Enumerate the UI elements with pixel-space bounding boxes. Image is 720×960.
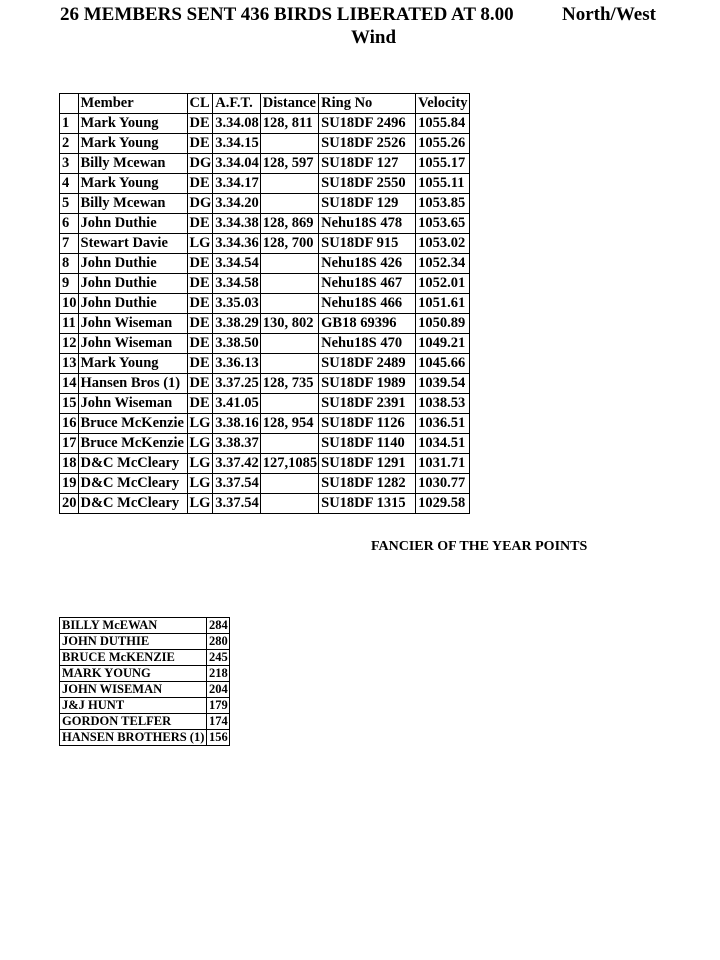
cell-cl: DE — [187, 114, 213, 134]
table-row — [60, 414, 470, 434]
cell-distance — [260, 354, 318, 374]
fancier-points: 174 — [207, 714, 230, 730]
table-row — [60, 274, 470, 294]
cell-cl: LG — [187, 454, 213, 474]
cell-aft: 3.34.17 — [213, 174, 261, 194]
cell-distance — [260, 294, 318, 314]
points-row — [60, 714, 230, 730]
cell-position: 7 — [60, 234, 79, 254]
cell-position: 17 — [60, 434, 79, 454]
table-row — [60, 134, 470, 154]
cell-velocity: 1031.71 — [416, 454, 469, 474]
cell-position: 12 — [60, 334, 79, 354]
cell-ring-no: SU18DF 915 — [319, 234, 416, 254]
cell-cl: DE — [187, 294, 213, 314]
cell-position: 19 — [60, 474, 79, 494]
cell-distance: 128, 735 — [260, 374, 318, 394]
fancier-name: MARK YOUNG — [60, 666, 207, 682]
cell-cl: DE — [187, 134, 213, 154]
column-header-ring-no: Ring No — [319, 94, 416, 114]
cell-velocity: 1049.21 — [416, 334, 469, 354]
cell-cl: DE — [187, 374, 213, 394]
cell-velocity: 1055.17 — [416, 154, 469, 174]
fancier-points: 179 — [207, 698, 230, 714]
cell-position: 8 — [60, 254, 79, 274]
cell-aft: 3.38.29 — [213, 314, 261, 334]
points-row — [60, 730, 230, 746]
cell-velocity: 1055.26 — [416, 134, 469, 154]
points-row — [60, 650, 230, 666]
cell-cl: DE — [187, 394, 213, 414]
fancier-points: 218 — [207, 666, 230, 682]
cell-velocity: 1036.51 — [416, 414, 469, 434]
cell-velocity: 1052.01 — [416, 274, 469, 294]
cell-member: John Wiseman — [78, 314, 187, 334]
cell-position: 14 — [60, 374, 79, 394]
table-row — [60, 114, 470, 134]
column-header-position — [60, 94, 79, 114]
cell-member: Mark Young — [78, 354, 187, 374]
table-row — [60, 474, 470, 494]
table-row — [60, 314, 470, 334]
cell-ring-no: SU18DF 1282 — [319, 474, 416, 494]
fancier-name: GORDON TELFER — [60, 714, 207, 730]
cell-aft: 3.36.13 — [213, 354, 261, 374]
cell-cl: DG — [187, 154, 213, 174]
cell-velocity: 1038.53 — [416, 394, 469, 414]
cell-cl: DE — [187, 274, 213, 294]
cell-member: Billy Mcewan — [78, 194, 187, 214]
fancier-points: 280 — [207, 634, 230, 650]
cell-cl: DG — [187, 194, 213, 214]
column-header-distance: Distance — [260, 94, 318, 114]
cell-position: 1 — [60, 114, 79, 134]
cell-aft: 3.34.20 — [213, 194, 261, 214]
cell-position: 16 — [60, 414, 79, 434]
table-row — [60, 374, 470, 394]
cell-aft: 3.41.05 — [213, 394, 261, 414]
cell-ring-no: SU18DF 2496 — [319, 114, 416, 134]
cell-distance: 128, 869 — [260, 214, 318, 234]
cell-ring-no: SU18DF 127 — [319, 154, 416, 174]
column-header-aft: A.F.T. — [213, 94, 261, 114]
cell-aft: 3.38.16 — [213, 414, 261, 434]
cell-velocity: 1039.54 — [416, 374, 469, 394]
cell-cl: DE — [187, 174, 213, 194]
cell-velocity: 1050.89 — [416, 314, 469, 334]
cell-ring-no: SU18DF 2489 — [319, 354, 416, 374]
fancier-name: BRUCE McKENZIE — [60, 650, 207, 666]
cell-distance: 127,1085 — [260, 454, 318, 474]
cell-cl: LG — [187, 234, 213, 254]
cell-distance: 128, 954 — [260, 414, 318, 434]
column-header-member: Member — [78, 94, 187, 114]
cell-position: 18 — [60, 454, 79, 474]
cell-aft: 3.34.54 — [213, 254, 261, 274]
cell-velocity: 1030.77 — [416, 474, 469, 494]
cell-distance — [260, 194, 318, 214]
cell-velocity: 1034.51 — [416, 434, 469, 454]
cell-distance — [260, 434, 318, 454]
table-row — [60, 154, 470, 174]
cell-ring-no: SU18DF 1315 — [319, 494, 416, 514]
points-row — [60, 682, 230, 698]
cell-position: 15 — [60, 394, 79, 414]
cell-member: John Wiseman — [78, 334, 187, 354]
table-row — [60, 354, 470, 374]
cell-position: 6 — [60, 214, 79, 234]
cell-position: 3 — [60, 154, 79, 174]
cell-aft: 3.37.54 — [213, 474, 261, 494]
cell-distance — [260, 494, 318, 514]
table-row — [60, 434, 470, 454]
cell-cl: DE — [187, 254, 213, 274]
cell-member: John Duthie — [78, 254, 187, 274]
cell-aft: 3.37.25 — [213, 374, 261, 394]
fancier-name: J&J HUNT — [60, 698, 207, 714]
cell-velocity: 1053.65 — [416, 214, 469, 234]
cell-ring-no: Nehu18S 466 — [319, 294, 416, 314]
cell-cl: LG — [187, 494, 213, 514]
cell-aft: 3.37.54 — [213, 494, 261, 514]
cell-position: 20 — [60, 494, 79, 514]
cell-member: D&C McCleary — [78, 454, 187, 474]
cell-ring-no: SU18DF 1989 — [319, 374, 416, 394]
cell-member: Hansen Bros (1) — [78, 374, 187, 394]
race-results-table — [59, 93, 470, 514]
cell-ring-no: Nehu18S 467 — [319, 274, 416, 294]
cell-distance: 130, 802 — [260, 314, 318, 334]
cell-ring-no: GB18 69396 — [319, 314, 416, 334]
cell-position: 4 — [60, 174, 79, 194]
cell-aft: 3.38.50 — [213, 334, 261, 354]
fancier-name: JOHN WISEMAN — [60, 682, 207, 698]
cell-member: Mark Young — [78, 134, 187, 154]
cell-aft: 3.35.03 — [213, 294, 261, 314]
cell-distance: 128, 597 — [260, 154, 318, 174]
cell-distance: 128, 811 — [260, 114, 318, 134]
cell-velocity: 1055.11 — [416, 174, 469, 194]
table-row — [60, 174, 470, 194]
cell-cl: LG — [187, 474, 213, 494]
fancier-points: 156 — [207, 730, 230, 746]
liberation-summary: 26 MEMBERS SENT 436 BIRDS LIBERATED AT 8.00 — [60, 4, 514, 25]
cell-position: 11 — [60, 314, 79, 334]
cell-member: John Duthie — [78, 274, 187, 294]
cell-aft: 3.34.58 — [213, 274, 261, 294]
cell-member: Mark Young — [78, 114, 187, 134]
table-row — [60, 394, 470, 414]
wind-direction: North/West — [562, 4, 656, 25]
table-row — [60, 194, 470, 214]
cell-ring-no: SU18DF 2550 — [319, 174, 416, 194]
cell-ring-no: Nehu18S 470 — [319, 334, 416, 354]
cell-position: 9 — [60, 274, 79, 294]
cell-ring-no: SU18DF 1126 — [319, 414, 416, 434]
cell-position: 10 — [60, 294, 79, 314]
cell-member: Stewart Davie — [78, 234, 187, 254]
cell-member: Mark Young — [78, 174, 187, 194]
points-row — [60, 618, 230, 634]
fancier-points-table — [59, 617, 230, 746]
cell-ring-no: Nehu18S 478 — [319, 214, 416, 234]
fancier-points: 204 — [207, 682, 230, 698]
table-row — [60, 454, 470, 474]
table-row — [60, 234, 470, 254]
cell-aft: 3.34.04 — [213, 154, 261, 174]
fancier-name: BILLY McEWAN — [60, 618, 207, 634]
cell-cl: DE — [187, 314, 213, 334]
cell-position: 2 — [60, 134, 79, 154]
cell-distance: 128, 700 — [260, 234, 318, 254]
cell-velocity: 1053.85 — [416, 194, 469, 214]
cell-velocity: 1029.58 — [416, 494, 469, 514]
cell-member: John Duthie — [78, 214, 187, 234]
cell-ring-no: Nehu18S 426 — [319, 254, 416, 274]
table-row — [60, 334, 470, 354]
cell-member: D&C McCleary — [78, 494, 187, 514]
cell-velocity: 1053.02 — [416, 234, 469, 254]
fancier-of-year-title: FANCIER OF THE YEAR POINTS — [371, 539, 588, 554]
race-header — [60, 4, 700, 26]
cell-member: Bruce McKenzie — [78, 414, 187, 434]
cell-cl: DE — [187, 354, 213, 374]
cell-cl: LG — [187, 414, 213, 434]
cell-ring-no: SU18DF 2526 — [319, 134, 416, 154]
cell-distance — [260, 474, 318, 494]
cell-distance — [260, 274, 318, 294]
points-body — [60, 618, 230, 746]
cell-member: Billy Mcewan — [78, 154, 187, 174]
cell-member: D&C McCleary — [78, 474, 187, 494]
cell-ring-no: SU18DF 1291 — [319, 454, 416, 474]
cell-ring-no: SU18DF 2391 — [319, 394, 416, 414]
points-row — [60, 698, 230, 714]
cell-aft: 3.37.42 — [213, 454, 261, 474]
cell-distance — [260, 334, 318, 354]
cell-position: 5 — [60, 194, 79, 214]
cell-aft: 3.34.08 — [213, 114, 261, 134]
wind-label: Wind — [351, 27, 397, 48]
cell-aft: 3.34.15 — [213, 134, 261, 154]
results-header-row — [60, 94, 470, 114]
cell-velocity: 1052.34 — [416, 254, 469, 274]
cell-distance — [260, 394, 318, 414]
fancier-points: 284 — [207, 618, 230, 634]
cell-distance — [260, 134, 318, 154]
column-header-velocity: Velocity — [416, 94, 469, 114]
table-row — [60, 494, 470, 514]
cell-ring-no: SU18DF 1140 — [319, 434, 416, 454]
cell-aft: 3.34.38 — [213, 214, 261, 234]
cell-cl: LG — [187, 434, 213, 454]
cell-member: Bruce McKenzie — [78, 434, 187, 454]
column-header-cl: CL — [187, 94, 213, 114]
results-body — [60, 114, 470, 514]
cell-member: John Duthie — [78, 294, 187, 314]
fancier-name: JOHN DUTHIE — [60, 634, 207, 650]
cell-ring-no: SU18DF 129 — [319, 194, 416, 214]
cell-velocity: 1051.61 — [416, 294, 469, 314]
cell-cl: DE — [187, 334, 213, 354]
cell-velocity: 1045.66 — [416, 354, 469, 374]
cell-distance — [260, 174, 318, 194]
points-row — [60, 634, 230, 650]
table-row — [60, 294, 470, 314]
table-row — [60, 214, 470, 234]
table-row — [60, 254, 470, 274]
cell-distance — [260, 254, 318, 274]
fancier-points: 245 — [207, 650, 230, 666]
cell-velocity: 1055.84 — [416, 114, 469, 134]
cell-position: 13 — [60, 354, 79, 374]
cell-aft: 3.38.37 — [213, 434, 261, 454]
points-row — [60, 666, 230, 682]
cell-aft: 3.34.36 — [213, 234, 261, 254]
fancier-name: HANSEN BROTHERS (1) — [60, 730, 207, 746]
cell-cl: DE — [187, 214, 213, 234]
cell-member: John Wiseman — [78, 394, 187, 414]
